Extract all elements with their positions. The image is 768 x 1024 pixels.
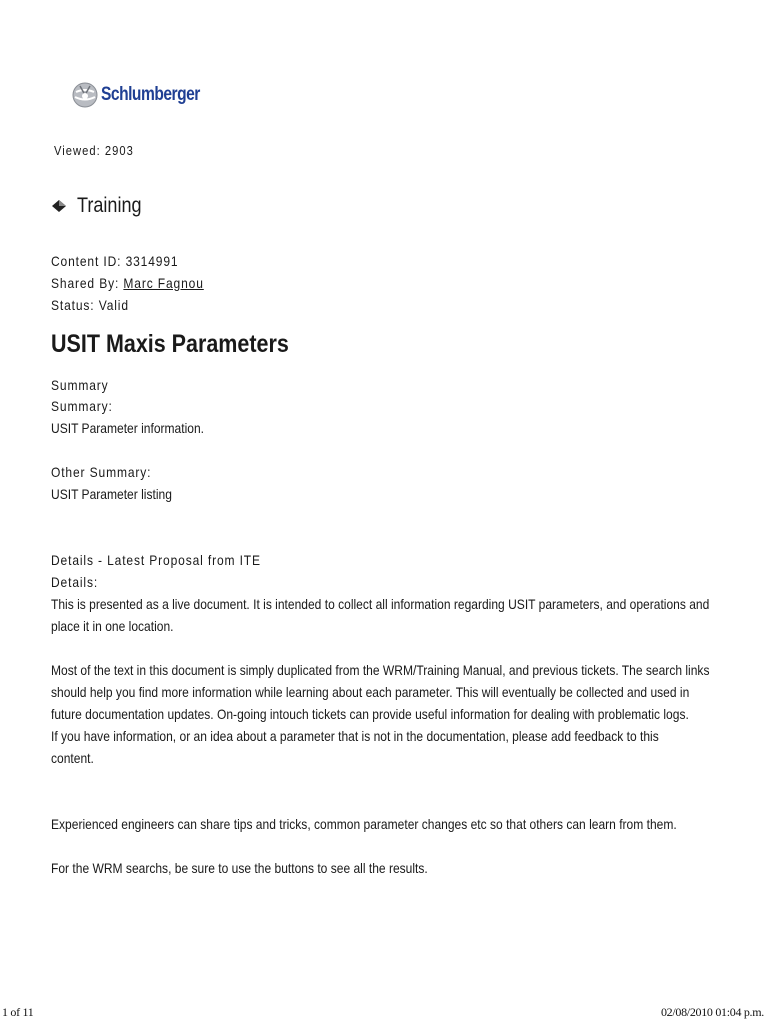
details-paragraph-2-line: content. <box>51 750 94 766</box>
shared-by-link[interactable]: Marc Fagnou <box>123 275 204 291</box>
logo-wordmark: Schlumberger <box>101 84 200 105</box>
schlumberger-logo <box>72 82 222 108</box>
page-title: USIT Maxis Parameters <box>51 330 289 358</box>
summary-label: Summary: <box>51 398 113 414</box>
shared-by <box>51 275 204 291</box>
other-summary-text: USIT Parameter listing <box>51 486 172 502</box>
details-heading: Details - Latest Proposal from ITE <box>51 552 261 568</box>
details-paragraph-4: For the WRM searchs, be sure to use the buttons to see all the results. <box>51 860 428 876</box>
details-paragraph-2-line: If you have information, or an idea about a parameter that is not in the documentation, please add feedback to this <box>51 728 659 744</box>
summary-heading: Summary <box>51 377 109 393</box>
print-datetime: 02/08/2010 01:04 p.m. <box>660 1005 764 1019</box>
details-paragraph-2-line: Most of the text in this document is simply duplicated from the WRM/Training Manual, and previous tickets. The search links <box>51 662 710 678</box>
content-id: Content ID: 3314991 <box>51 253 179 269</box>
summary-text: USIT Parameter information. <box>51 420 205 436</box>
details-paragraph-1-line: This is presented as a live document. It is intended to collect all information regarding USIT parameters, and operations and <box>51 596 710 612</box>
details-paragraph-2-line: future documentation updates. On-going intouch tickets can provide useful information for dealing with problematic logs. <box>51 706 689 722</box>
shared-by-label: Shared By: <box>51 275 120 291</box>
details-paragraph-1-line: place it in one location. <box>51 618 174 634</box>
details-paragraph-2-line: should help you find more information while learning about each parameter. This will eventually be collected and used in <box>51 684 690 700</box>
view-count: Viewed: 2903 <box>54 143 134 158</box>
section-title: Training <box>77 194 142 217</box>
status-text: Status: Valid <box>51 297 129 313</box>
diamond-bullet-icon <box>52 200 66 212</box>
details-paragraph-3: Experienced engineers can share tips and tricks, common parameter changes etc so that others can learn from them. <box>51 816 677 832</box>
page-number: 1 of 11 <box>2 1005 34 1019</box>
other-summary-label: Other Summary: <box>51 464 152 480</box>
schlumberger-globe-icon <box>72 82 98 108</box>
details-label: Details: <box>51 574 99 590</box>
